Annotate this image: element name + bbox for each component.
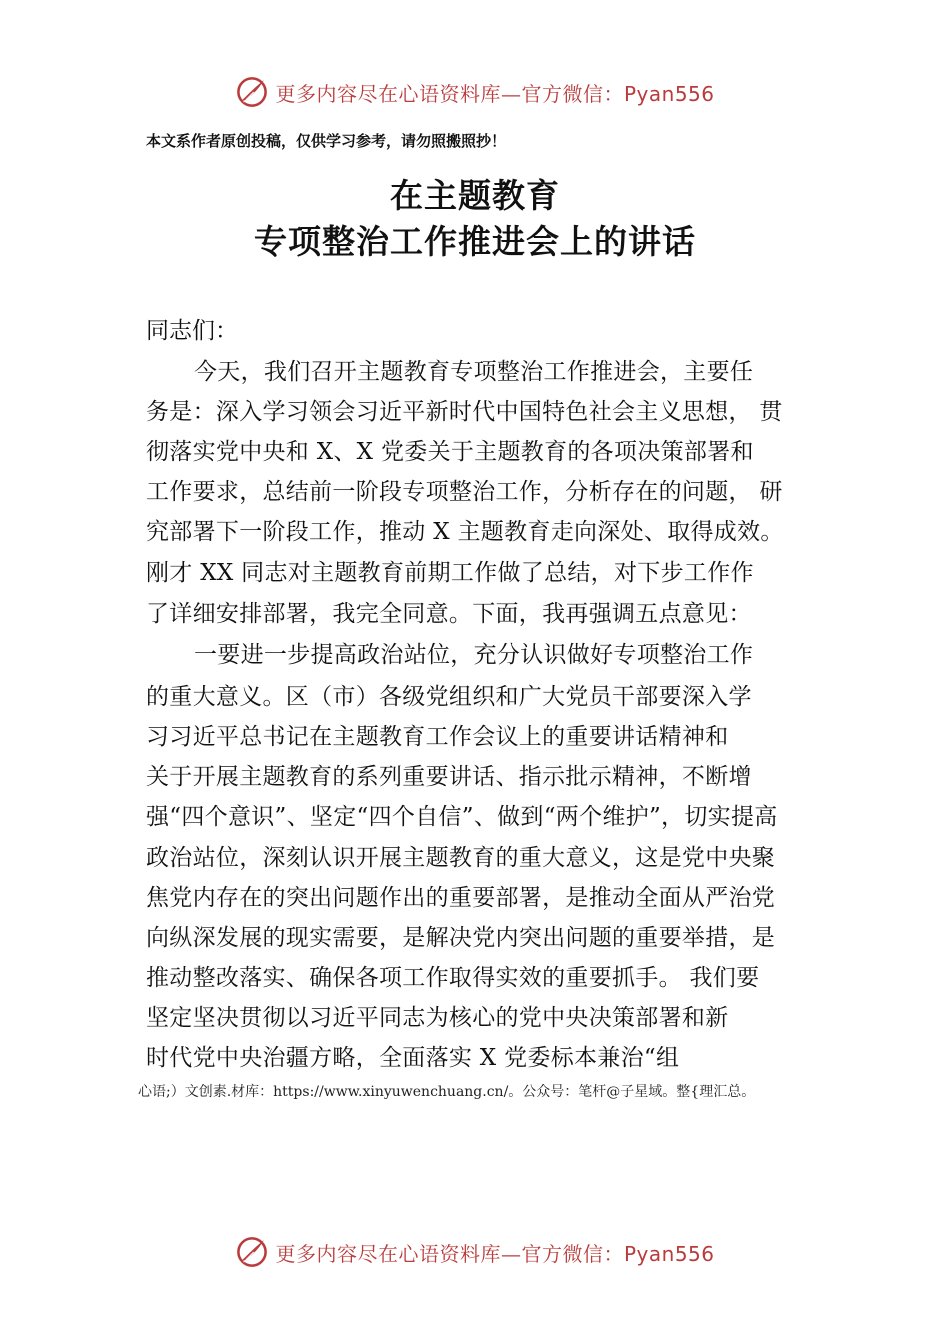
body-line: 习习近平总书记在主题教育工作会议上的重要讲话精神和 xyxy=(146,724,729,750)
body-line: 政治站位，深刻认识开展主题教育的重大意义，这是党中央聚 xyxy=(146,845,776,871)
banner-slogan: 更多内容尽在心语资料库—官方微信： xyxy=(275,1241,624,1266)
body-line: 强“四个意识”、坚定“四个自信”、做到“两个维护”，切实提高 xyxy=(146,804,778,830)
source-footnote: 心语;）文创素.材库：https://www.xinyuwenchuang.cn/。公众号：笔杆@子星域。整{理汇总。 xyxy=(138,1084,756,1100)
title-line-1: 在主题教育 xyxy=(390,176,560,215)
body-line: 工作要求，总结前一阶段专项整治工作，分析存在的问题， 研 xyxy=(146,479,783,505)
title-line-2: 专项整治工作推进会上的讲话 xyxy=(254,222,696,261)
body-line: 究部署下一阶段工作，推动 X 主题教育走向深处、取得成效。 xyxy=(146,519,784,545)
body-line: 时代党中央治疆方略，全面落实 X 党委标本兼治“组 xyxy=(146,1045,680,1071)
body-line: 了详细安排部署，我完全同意。下面，我再强调五点意见： xyxy=(146,601,752,627)
body-line: 彻落实党中央和 X、X 党委关于主题教育的各项决策部署和 xyxy=(146,439,754,465)
body-line: 向纵深发展的现实需要，是解决党内突出问题的重要举措，是 xyxy=(146,925,776,951)
feather-logo-icon xyxy=(235,1235,269,1269)
banner-text xyxy=(275,1238,714,1267)
banner-text xyxy=(275,78,714,107)
header-banner xyxy=(0,72,950,112)
body-line: 刚才 XX 同志对主题教育前期工作做了总结，对下步工作作 xyxy=(146,560,754,586)
body-line: 今天，我们召开主题教育专项整治工作推进会，主要任 xyxy=(194,359,754,385)
body-line: 推动整改落实、确保各项工作取得实效的重要抓手。 我们要 xyxy=(146,965,760,991)
body-line: 的重大意义。区（市）各级党组织和广大党员干部要深入学 xyxy=(146,684,752,710)
banner-account: Pyan556 xyxy=(623,1241,715,1266)
body-line: 坚定坚决贯彻以习近平同志为核心的党中央决策部署和新 xyxy=(146,1005,729,1031)
banner-slogan: 更多内容尽在心语资料库—官方微信： xyxy=(275,81,624,106)
copyright-notice: 本文系作者原创投稿，仅供学习参考，请勿照搬照抄！ xyxy=(146,132,507,150)
body-line: 务是：深入学习领会习近平新时代中国特色社会主义思想， 贯 xyxy=(146,399,783,425)
salutation: 同志们： xyxy=(146,318,238,344)
body-line: 焦党内存在的突出问题作出的重要部署，是推动全面从严治党 xyxy=(146,885,776,911)
footer-banner xyxy=(0,1232,950,1272)
body-line: 关于开展主题教育的系列重要讲话、指示批示精神，不断增 xyxy=(146,764,752,790)
banner-account: Pyan556 xyxy=(623,81,715,106)
feather-logo-icon xyxy=(235,75,269,109)
body-line: 一要进一步提高政治站位，充分认识做好专项整治工作 xyxy=(194,642,754,668)
